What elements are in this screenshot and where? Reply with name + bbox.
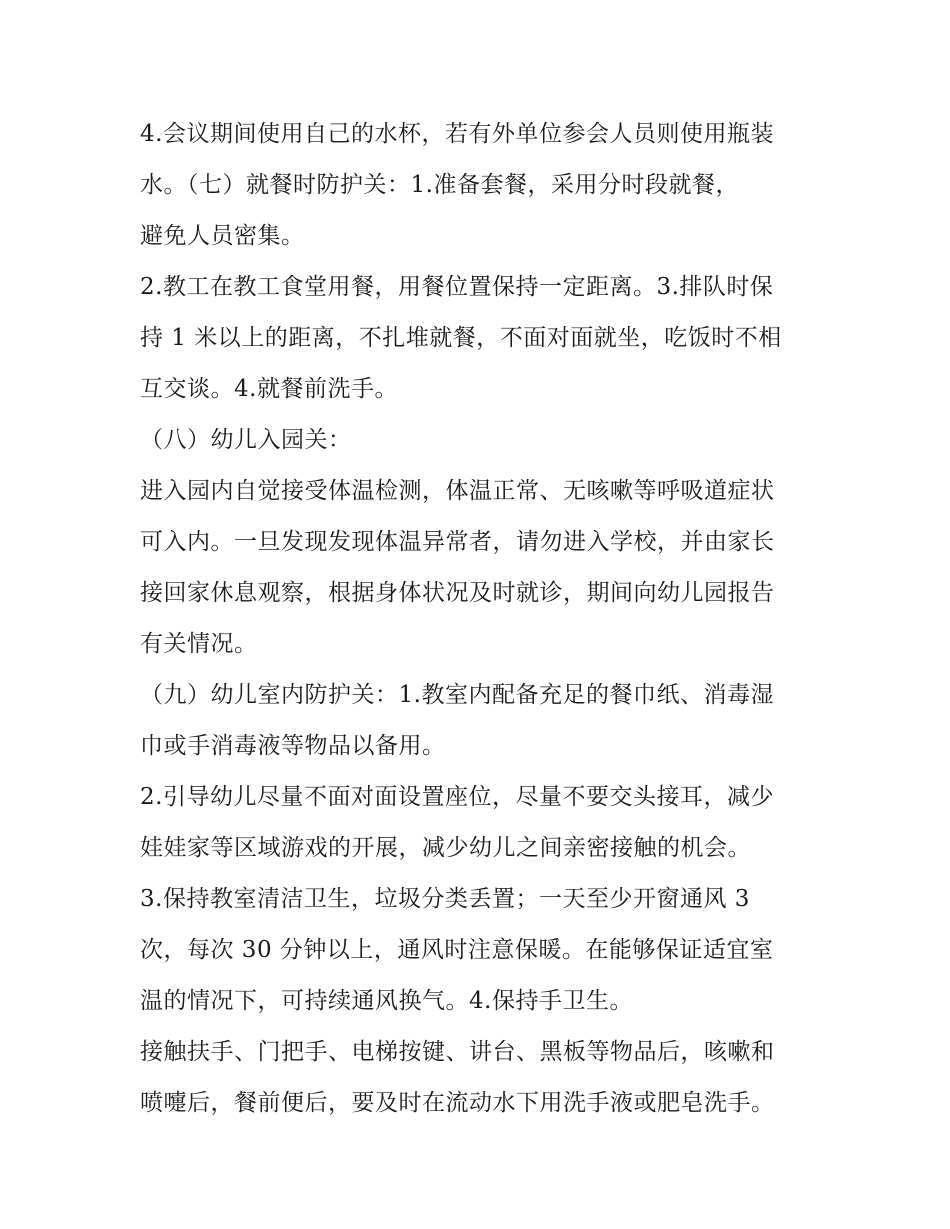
text-line-12: （九）幼儿室内防护关：1.教室内配备充足的餐巾纸、消毒湿 — [140, 682, 774, 708]
text-line-3: 避免人员密集。 — [140, 223, 305, 249]
text-line-4: 2.教工在教工食堂用餐，用餐位置保持一定距离。3.排队时保 — [140, 274, 774, 300]
text-line-2: 水。（七）就餐时防护关：1.准备套餐，采用分时段就餐， — [140, 172, 739, 198]
text-line-19: 接触扶手、门把手、电梯按键、讲台、黑板等物品后，咳嗽和 — [140, 1039, 775, 1065]
text-line-8: 进入园内自觉接受体温检测，体温正常、无咳嗽等呼吸道症状 — [140, 478, 775, 504]
text-line-16: 3.保持教室清洁卫生，垃圾分类丢置；一天至少开窗通风 3 — [140, 886, 750, 912]
text-line-11: 有关情况。 — [140, 631, 258, 657]
text-line-6: 互交谈。4.就餐前洗手。 — [140, 376, 398, 402]
text-line-17: 次，每次 30 分钟以上，通风时注意保暖。在能够保证适宜室 — [140, 937, 774, 963]
text-line-9: 可入内。一旦发现发现体温异常者，请勿进入学校，并由家长 — [140, 529, 775, 555]
section-heading-8: （八）幼儿入园关： — [140, 427, 352, 453]
text-line-14: 2.引导幼儿尽量不面对面设置座位，尽量不要交头接耳，减少 — [140, 784, 774, 810]
text-line-13: 巾或手消毒液等物品以备用。 — [140, 733, 446, 759]
text-line-10: 接回家休息观察，根据身体状况及时就诊，期间向幼儿园报告 — [140, 580, 775, 606]
text-line-1: 4.会议期间使用自己的水杯，若有外单位参会人员则使用瓶装 — [140, 121, 774, 147]
document-page — [140, 109, 820, 1129]
text-line-20: 喷嚏后，餐前便后，要及时在流动水下用洗手液或肥皂洗手。 — [140, 1090, 775, 1116]
text-line-15: 娃娃家等区域游戏的开展，减少幼儿之间亲密接触的机会。 — [140, 835, 751, 861]
text-line-5: 持 1 米以上的距离，不扎堆就餐，不面对面就坐，吃饭时不相 — [140, 325, 782, 351]
text-line-18: 温的情况下，可持续通风换气。4.保持手卫生。 — [140, 988, 633, 1014]
